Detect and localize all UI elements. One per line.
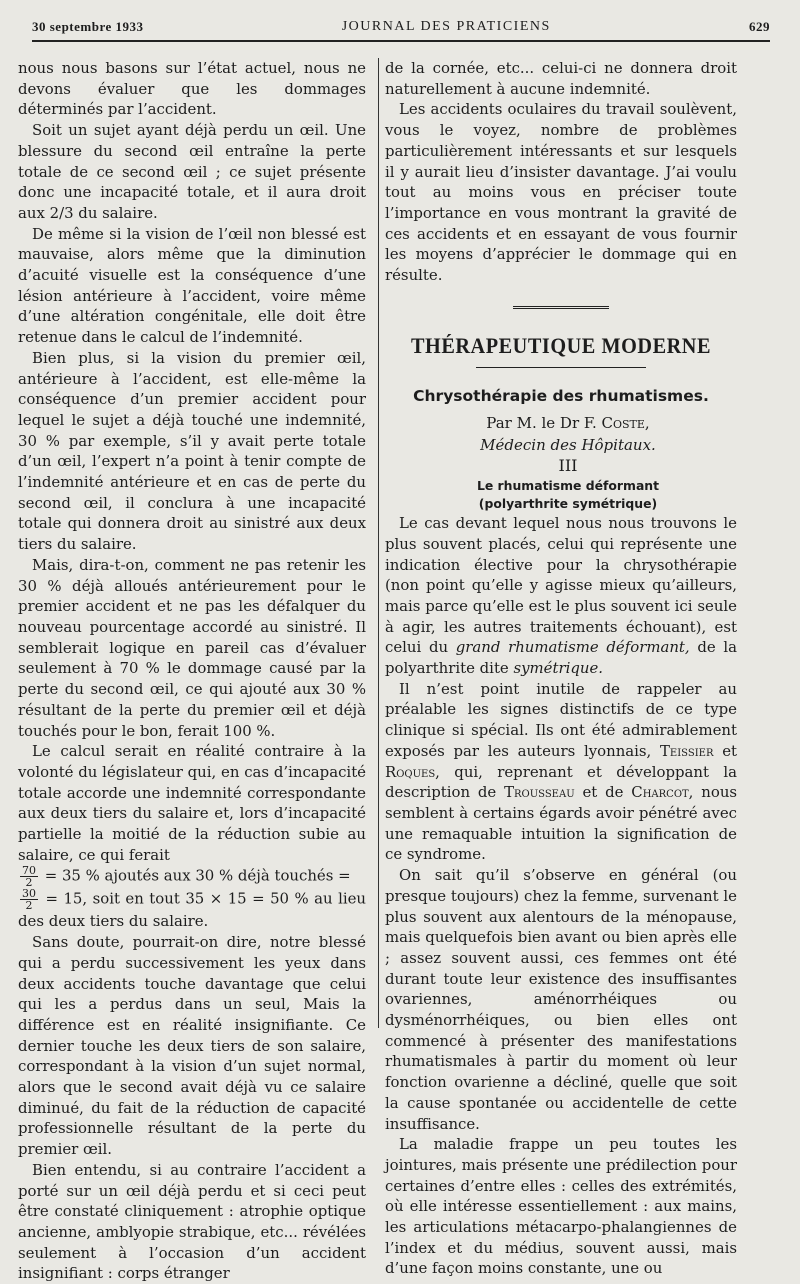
paragraph: de la cornée, etc... celui-ci ne donnera droit naturellement à aucune indemnité. (385, 59, 737, 98)
paragraph-text: et (722, 741, 737, 760)
equation-text: = 35 % ajoutés aux 30 % déjà touchés = (44, 866, 351, 885)
subtitle: Le rhumatisme déformant (476, 478, 660, 494)
left-column (18, 58, 366, 1284)
article-title: Chrysothérapie des rhumatismes. (413, 386, 709, 405)
section-separator (513, 306, 609, 311)
author-reference: Teissier (660, 741, 714, 760)
fraction (20, 865, 38, 888)
paragraph-text: de la polyarthrite dite (385, 638, 738, 678)
title-underline (476, 367, 646, 368)
author-role: Médecin des Hôpitaux. (480, 436, 656, 455)
paragraph: Bien entendu, si au contraire l’accident a porté sur un œil déjà perdu et si ceci peut être constaté cliniquement : atrophie optique ancienne, amblyopie strabique, etc... révélées seulement à l’occasion d’un accident insignifiant : corps étranger (18, 1160, 366, 1283)
paragraph: nous nous basons sur l’état actuel, nous ne devons évaluer que les dommages déterminés par l’accident. (18, 59, 366, 119)
byline (385, 412, 737, 434)
subtitle: (polyarthrite symétrique) (478, 496, 658, 512)
issue-date: 30 septembre 1933 (32, 19, 144, 34)
fraction (20, 888, 38, 911)
section-title: THÉRAPEUTIQUE MODERNE (410, 332, 712, 358)
paragraph: On sait qu’il s’observe en général (ou presque toujours) chez la femme, survenant le plus souvent aux alentours de la ménopause, mais quelquefois bien avant ou bien après elle ; assez souvent aussi, ces femmes ont été durant toute leur existence des insuffisantes ovariennes, aménorrhéiques ou dysménorrhéiques, ou bien elles ont commencé à présenter des manifestations rhumatismales à partir du moment où leur fonction ovarienne a décliné, quelle que soit la cause spontanée ou accidentelle de cette insuffisance. (385, 866, 737, 1133)
author-reference: Trousseau (504, 783, 575, 802)
paragraph-text: et de (582, 783, 624, 802)
column-divider (378, 58, 379, 1028)
emphasis: symétrique. (513, 659, 604, 678)
paragraph: De même si la vision de l’œil non blessé est mauvaise, alors même que la diminution d’acuité visuelle est la conséquence d’une lésion antérieure à l’accident, voire même d’une altération congénitale, elle doit être retenue dans le calcul de l’indemnité. (18, 224, 366, 347)
equation-line (18, 888, 366, 932)
paragraph (385, 679, 737, 865)
fraction-denominator: 2 (25, 899, 33, 913)
paragraph: La maladie frappe un peu toutes les jointures, mais présente une prédilection pour certaines d’entre elles : celles des extrémités, où elle intéresse essentiellement : aux mains, les articulations métacarpo-phalangiennes de l’index et du médius, souvent aussi, mais d’une façon moins constante, une ou (385, 1135, 737, 1278)
author-reference: Roques, (385, 762, 440, 781)
author-reference: Charcot, (631, 783, 694, 802)
page-number: 629 (749, 19, 770, 34)
paragraph: Sans doute, pourrait-on dire, notre blessé qui a perdu successivement les yeux dans deux accidents touche davantage que celui qui les a perdus dans un seul, Mais la différence est en réalité insignifiante. Ce dernier touche les deux tiers de son salaire, correspondant à la vision d’un sujet normal, alors que le second avait déjà vu ce salaire diminué, du fait de la réduction de capacité professionnelle résultant de la perte du premier œil. (18, 933, 366, 1159)
fraction-denominator: 2 (25, 876, 33, 890)
paragraph: Soit un sujet ayant déjà perdu un œil. Une blessure du second œil entraîne la perte totale de ce second œil ; ce sujet présente donc une incapacité totale, et il aura droit aux 2/3 du salaire. (18, 121, 366, 222)
right-column (385, 58, 737, 1279)
paragraph-text: Le cas devant lequel nous nous trouvons le plus souvent placés, celui qui représente une indication élective pour la chrysothérapie (non point qu’elle y agisse mieux qu’ailleurs, mais parce qu’elle est le plus souvent ici seule à agir, les autres traitements échouant), est celui du (385, 514, 737, 657)
part-number: III (558, 456, 578, 476)
paragraph: Les accidents oculaires du travail soulèvent, vous le voyez, nombre de problèmes particulièrement intéressants et sur lesquels il y aurait lieu d’insister davantage. J’ai voulu tout au moins vous en préciser toute l’importance en vous montrant la gravité de ces accidents et en essayant de vous fournir les moyens d’apprécier le dommage qui en résulte. (385, 100, 737, 285)
paragraph-text: Il n’est point inutile de rappeler au préalable les signes distinctifs de ce type clinique si spécial. Ils ont été admirablement exposés par les auteurs lyonnais, (385, 679, 737, 760)
equation-text: = 15, soit en tout 35 × 15 = 50 % au lieu des deux tiers du salaire. (18, 889, 367, 931)
paragraph-text: qui, reprenant et développant la description de (385, 762, 738, 802)
emphasis: grand rhumatisme déformant, (455, 638, 690, 657)
journal-title: JOURNAL DES PRATICIENS (341, 19, 551, 34)
running-header (32, 14, 770, 42)
paragraph-text: nous semblent à certains égards avoir pénétré avec une remaquable intuition la signification de ce syndrome. (385, 783, 738, 864)
equation-line (18, 865, 366, 888)
paragraph (385, 513, 737, 679)
author-name: Coste, (601, 414, 650, 433)
fraction-numerator: 30 (22, 887, 36, 901)
byline-prefix: Par M. le Dr F. (486, 414, 597, 433)
paragraph (18, 741, 366, 865)
paragraph: Bien plus, si la vision du premier œil, antérieure à l’accident, est elle-même la conséquence d’un premier accident pour lequel le sujet a déjà touché une indemnité, 30 % par exemple, s’il y avait perte totale d’un œil, l’expert n’a point à tenir compte de l’indemnité antérieure et en cas de perte du second œil, il conclura à une incapacité totale qui donnera droit au sinistré aux deux tiers du salaire. (18, 348, 366, 554)
fraction-numerator: 70 (22, 864, 36, 878)
paragraph-text: Le calcul serait en réalité contraire à la volonté du législateur qui, en cas d’incapacité totale accorde une indemnité correspondante aux deux tiers du salaire et, lors d’incapacité partielle la moitié de la réduction subie au salaire, ce qui ferait (18, 742, 366, 864)
paragraph: Mais, dira-t-on, comment ne pas retenir les 30 % déjà alloués antérieurement pour le premier accident et ne pas les défalquer du nouveau pourcentage accordé au sinistré. Il semblerait logique en pareil cas d’évaluer seulement à 70 % le dommage causé par la perte du second œil, ce qui ajouté aux 30 % résultant de la perte du premier œil et déjà touchés pour le bon, ferait 100 %. (18, 555, 366, 740)
